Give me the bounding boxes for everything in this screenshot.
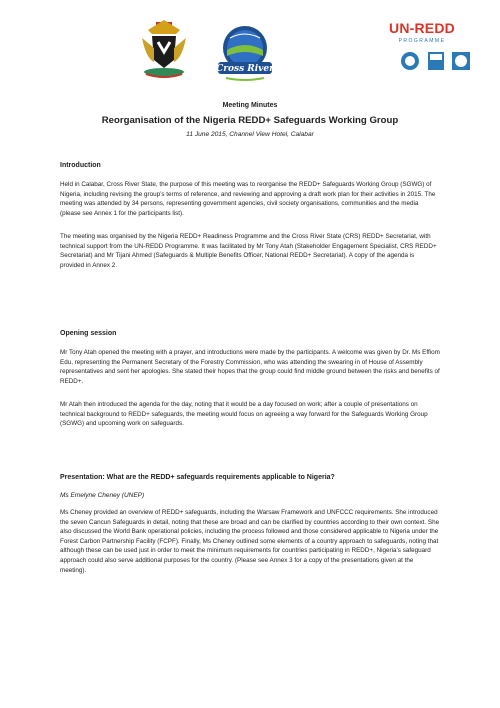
nigeria-coat-of-arms-icon: [138, 18, 190, 82]
intro-paragraph-1: Held in Calabar, Cross River State, the purpose of this meeting was to reorganise the REDD+ Safeguards Working Group (SGWG) of Nigeria, including revising the group’s terms of reference, and reviewing and approving a draft work plan for their activities in 2015. The meeting was attended by 34 persons, representing government agencies, civil society organisations, communities and the media (please see Annex 1 for the participants list).: [60, 181, 436, 217]
unredd-title: UN-REDD: [389, 20, 455, 36]
document-date-location: 11 June 2015, Channel View Hotel, Calabar: [186, 131, 314, 138]
document-body: [60, 100, 440, 574]
un-redd-logo: [372, 20, 472, 90]
cross-river-state-logo: [212, 20, 278, 86]
intro-paragraph-2: The meeting was organised by the Nigeria REDD+ Readiness Programme and the Cross River State (CRS) REDD+ Secretariat, with technical support from the UN-REDD Programme. It was facilitated by Mr Tony Atah (Stakeholder Engagement Specialist, CRS REDD+ Secretariat) and Mr Tijani Ahmed (Safeguards & Multiple Benefits Officer, National REDD+ Secretariat). A copy of the agenda is provided in Annex 2.: [60, 233, 437, 269]
partner-agency-marks-icon: [400, 50, 472, 72]
document-type: Meeting Minutes: [222, 102, 278, 109]
opening-paragraph-1: Mr Tony Atah opened the meeting with a prayer, and introductions were made by the participants. A welcome was given by Dr. Ms Effiom Edu, representing the Permanent Secretary of the Forestry Commission, who was attending the swearing in of House of Assembly representatives and sent her apologies. She stated their hopes that the group could find middle ground between the risks and benefits of REDD+.: [60, 349, 440, 385]
svg-text:Cross River: Cross River: [216, 64, 274, 74]
section-heading-presentation: Presentation: What are the REDD+ safeguards requirements applicable to Nigeria?: [60, 474, 335, 481]
unredd-subtitle: PROGRAMME: [398, 38, 446, 44]
section-heading-opening: Opening session: [60, 330, 117, 337]
document-title: Reorganisation of the Nigeria REDD+ Safeguards Working Group: [101, 115, 399, 126]
opening-paragraph-2: Mr Atah then introduced the agenda for the day, noting that it would be a day focused on work; after a couple of presentations on technical background to REDD+ safeguards, the meeting would focus on agreeing a way forward for the Safeguards Working Group (SGWG) and upcoming work on safeguards.: [60, 401, 428, 428]
section-heading-introduction: Introduction: [60, 162, 101, 169]
logo-header: [0, 0, 500, 100]
presentation-paragraph-1: Ms Cheney provided an overview of REDD+ safeguards, including the Warsaw Framework and UNFCCC requirements. She introduced the seven Cancun Safeguards in detail, noting that these are broad and can be clarified by countries according to their own context. She also discussed the World Bank operational policies, including the process followed and those considered applicable to Nigeria under the Forest Carbon Partnership Facility (FCPF). Finally, Ms Cheney outlined some elements of a country approach to safeguards, noting that although these can be used just in order to meet the minimum requirements for countries participating in REDD+, Nigeria’s safeguard approach could also serve additional purposes for the country. (Please see Annex 3 for a copy of the presentations given at the meeting).: [60, 509, 440, 574]
presenter-name: Ms Emelyne Cheney (UNEP): [60, 492, 145, 499]
